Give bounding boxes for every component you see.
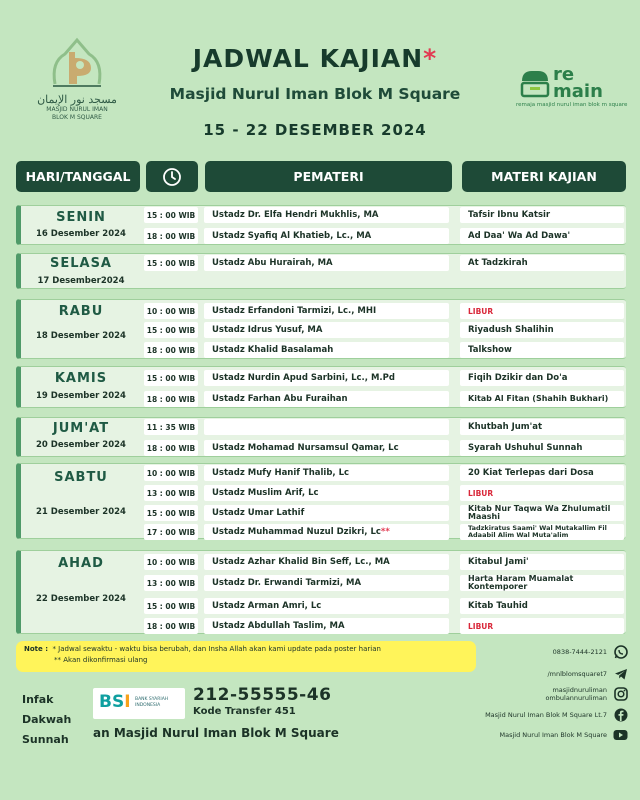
session-row bbox=[16, 322, 626, 340]
session-materi bbox=[460, 524, 624, 540]
session-materi bbox=[460, 228, 624, 244]
day-block bbox=[16, 463, 626, 539]
youtube-icon bbox=[613, 728, 628, 743]
session-time: 17 : 00 WIB bbox=[144, 524, 198, 540]
pemateri-confirm-mark: ** bbox=[380, 527, 390, 537]
day-date: 22 Desember 2024 bbox=[36, 594, 126, 604]
pemateri-name: Ustadz Muslim Arif, Lc bbox=[212, 488, 319, 498]
pemateri-name: Ustadz Dr. Elfa Hendri Mukhlis, MA bbox=[212, 210, 379, 220]
remain-word-main: main bbox=[553, 81, 603, 102]
logo-name-line2: BLOK M SQUARE bbox=[52, 114, 102, 121]
pemateri-name: Ustadz Muhammad Nuzul Dzikri, Lc bbox=[212, 527, 381, 537]
infak-line-3: Sunnah bbox=[22, 733, 69, 746]
session-pemateri bbox=[204, 342, 449, 358]
pemateri-name: Ustadz Abu Hurairah, MA bbox=[212, 258, 333, 268]
day-date: 16 Desember 2024 bbox=[36, 229, 126, 239]
session-pemateri bbox=[204, 391, 449, 407]
pemateri-name: Ustadz Farhan Abu Furaihan bbox=[212, 394, 348, 404]
remain-word-re: re bbox=[553, 64, 575, 85]
session-time: 18 : 00 WIB bbox=[144, 618, 198, 634]
account-number: 212-55555-46 bbox=[193, 685, 332, 705]
infak-line-1: Infak bbox=[22, 693, 54, 706]
session-row bbox=[16, 391, 626, 409]
session-time: 13 : 00 WIB bbox=[144, 485, 198, 501]
session-materi bbox=[460, 554, 624, 570]
session-row bbox=[16, 255, 626, 273]
session-pemateri bbox=[204, 575, 449, 591]
session-materi bbox=[460, 485, 624, 501]
bsi-subtitle: BANK SYARIAH INDONESIA bbox=[135, 697, 169, 708]
day-date: 20 Desember 2024 bbox=[36, 440, 126, 450]
session-pemateri bbox=[204, 228, 449, 244]
session-materi bbox=[460, 391, 624, 407]
materi-title: Kitab Tauhid bbox=[468, 601, 528, 611]
session-time: 18 : 00 WIB bbox=[144, 391, 198, 407]
session-row bbox=[16, 485, 626, 503]
contact-telegram[interactable] bbox=[547, 665, 628, 683]
pemateri-name: Ustadz Arman Amri, Lc bbox=[212, 601, 322, 611]
session-time: 15 : 00 WIB bbox=[144, 505, 198, 521]
session-time: 18 : 00 WIB bbox=[144, 440, 198, 456]
session-pemateri bbox=[204, 370, 449, 386]
pemateri-name: Ustadz Dr. Erwandi Tarmizi, MA bbox=[212, 578, 362, 588]
contact-instagram[interactable] bbox=[545, 683, 628, 705]
session-time: 11 : 35 WIB bbox=[144, 419, 198, 435]
materi-title: Kitabul Jami' bbox=[468, 557, 529, 567]
session-materi bbox=[460, 370, 624, 386]
session-row bbox=[16, 554, 626, 572]
logo-arabic-text: مسجد نور الإيمان bbox=[37, 93, 117, 106]
session-pemateri bbox=[204, 598, 449, 614]
page-title bbox=[150, 44, 480, 73]
column-header-hari: HARI/TANGGAL bbox=[16, 161, 140, 192]
whatsapp-icon bbox=[613, 645, 628, 660]
telegram-icon bbox=[613, 667, 628, 682]
infak-line-2: Dakwah bbox=[22, 713, 72, 726]
session-pemateri bbox=[204, 465, 449, 481]
session-materi bbox=[460, 342, 624, 358]
day-date: 21 Desember 2024 bbox=[36, 507, 126, 517]
materi-title: Tafsir Ibnu Katsir bbox=[468, 210, 551, 220]
materi-title: Khutbah Jum'at bbox=[468, 422, 543, 432]
remain-tagline: remaja masjid nurul iman blok m square bbox=[516, 102, 628, 108]
schedule-note bbox=[16, 641, 476, 672]
materi-title: Harta Haram Muamalat Kontemporer bbox=[468, 575, 574, 591]
session-row bbox=[16, 618, 626, 636]
note-line-1: * Jadwal sewaktu - waktu bisa berubah, dan Insha Allah akan kami update pada poster harian bbox=[52, 645, 381, 653]
date-range: 15 - 22 DESEMBER 2024 bbox=[203, 121, 427, 139]
session-pemateri bbox=[204, 440, 449, 456]
day-date: 19 Desember 2024 bbox=[36, 391, 126, 401]
materi-title: At Tadzkirah bbox=[468, 258, 528, 268]
remain-logo bbox=[516, 66, 626, 112]
whatsapp-number: 0838-7444-2121 bbox=[552, 648, 607, 656]
session-pemateri bbox=[204, 505, 449, 521]
contact-whatsapp[interactable] bbox=[553, 643, 628, 661]
day-name: KAMIS bbox=[54, 371, 108, 386]
session-row bbox=[16, 342, 626, 360]
youtube-channel: Masjid Nurul Iman Blok M Square bbox=[499, 731, 607, 739]
session-materi bbox=[460, 465, 624, 481]
day-name: SENIN bbox=[56, 210, 106, 225]
clock-icon bbox=[162, 167, 182, 187]
day-name: SELASA bbox=[49, 256, 112, 271]
telegram-handle: /mnlblomsquaret7 bbox=[547, 670, 607, 678]
session-materi bbox=[460, 505, 624, 521]
session-time: 10 : 00 WIB bbox=[144, 303, 198, 319]
day-name: SABTU bbox=[54, 470, 108, 485]
session-pemateri bbox=[204, 618, 449, 634]
session-pemateri bbox=[204, 303, 449, 319]
day-date: 18 Desember 2024 bbox=[36, 331, 126, 341]
day-name: AHAD bbox=[58, 556, 104, 571]
pemateri-name: Ustadz Mufy Hanif Thalib, Lc bbox=[212, 468, 350, 478]
contact-youtube[interactable] bbox=[500, 726, 628, 744]
pemateri-name: Ustadz Khalid Basalamah bbox=[212, 345, 334, 355]
materi-title: Tadzkiratus Saami' Wal Mutakallim Fil Adaabil Alim Wal Muta'alim bbox=[468, 524, 607, 539]
bsi-logo bbox=[93, 688, 185, 719]
facebook-page: Masjid Nurul Iman Blok M Square Lt.7 bbox=[485, 711, 607, 719]
materi-title: Fiqih Dzikir dan Do'a bbox=[468, 373, 568, 383]
session-pemateri bbox=[204, 554, 449, 570]
session-time: 18 : 00 WIB bbox=[144, 228, 198, 244]
session-pemateri bbox=[204, 255, 449, 271]
session-row bbox=[16, 370, 626, 388]
session-materi bbox=[460, 255, 624, 271]
session-time: 18 : 00 WIB bbox=[144, 342, 198, 358]
materi-title: Riyadush Shalihin bbox=[468, 325, 554, 335]
session-materi bbox=[460, 322, 624, 338]
libur-label: LIBUR bbox=[468, 488, 494, 498]
session-row bbox=[16, 303, 626, 321]
facebook-icon bbox=[613, 708, 628, 723]
session-row bbox=[16, 598, 626, 616]
session-pemateri bbox=[204, 322, 449, 338]
title-asterisk: * bbox=[423, 44, 438, 73]
day-block bbox=[16, 417, 626, 457]
pemateri-name: Ustadz Umar Lathif bbox=[212, 508, 305, 518]
remain-emblem-icon bbox=[518, 67, 552, 99]
session-row bbox=[16, 228, 626, 246]
contact-facebook[interactable] bbox=[485, 706, 628, 724]
materi-title: Talkshow bbox=[468, 345, 512, 355]
materi-title: 20 Kiat Terlepas dari Dosa bbox=[468, 468, 594, 478]
session-materi bbox=[460, 419, 624, 435]
materi-title: Kitab Al Fitan (Shahih Bukhari) bbox=[468, 394, 609, 403]
mosque-emblem-icon bbox=[47, 34, 107, 92]
session-row bbox=[16, 207, 626, 225]
title-text: JADWAL KAJIAN bbox=[192, 44, 424, 73]
session-materi bbox=[460, 207, 624, 223]
pemateri-name: Ustadz Azhar Khalid Bin Seff, Lc., MA bbox=[212, 557, 390, 567]
day-name: JUM'AT bbox=[52, 421, 110, 436]
instagram-handle-2: ombulannuruliman bbox=[545, 694, 607, 702]
day-name: RABU bbox=[58, 304, 104, 319]
libur-label: LIBUR bbox=[468, 621, 494, 631]
note-label: Note : bbox=[24, 645, 48, 653]
day-block bbox=[16, 366, 626, 408]
masjid-logo bbox=[22, 34, 132, 138]
column-header-materi: MATERI KAJIAN bbox=[462, 161, 626, 192]
instagram-handles bbox=[545, 686, 607, 702]
session-materi bbox=[460, 303, 624, 319]
materi-title: Ad Daa' Wa Ad Dawa' bbox=[468, 231, 571, 241]
session-row bbox=[16, 419, 626, 437]
session-time: 15 : 00 WIB bbox=[144, 598, 198, 614]
session-row bbox=[16, 524, 626, 542]
session-time: 15 : 00 WIB bbox=[144, 255, 198, 271]
session-row bbox=[16, 440, 626, 458]
infak-label bbox=[22, 690, 71, 750]
session-pemateri bbox=[204, 419, 449, 435]
session-row bbox=[16, 505, 626, 523]
pemateri-name: Ustadz Abdullah Taslim, MA bbox=[212, 621, 345, 631]
transfer-code: Kode Transfer 451 bbox=[193, 706, 296, 717]
pemateri-name: Ustadz Idrus Yusuf, MA bbox=[212, 325, 323, 335]
session-time: 15 : 00 WIB bbox=[144, 322, 198, 338]
session-pemateri bbox=[204, 524, 449, 540]
session-pemateri bbox=[204, 485, 449, 501]
session-materi bbox=[460, 440, 624, 456]
pemateri-name: Ustadz Nurdin Apud Sarbini, Lc., M.Pd bbox=[212, 373, 395, 383]
account-name: an Masjid Nurul Iman Blok M Square bbox=[93, 726, 339, 740]
remain-wordmark bbox=[553, 66, 603, 100]
instagram-handle-1: masjidnuruliman bbox=[552, 686, 607, 694]
day-date: 17 Desember2024 bbox=[37, 276, 125, 286]
pemateri-name: Ustadz Mohamad Nursamsul Qamar, Lc bbox=[212, 443, 399, 453]
session-materi bbox=[460, 598, 624, 614]
column-header-waktu bbox=[146, 161, 198, 192]
session-time: 13 : 00 WIB bbox=[144, 575, 198, 591]
day-block bbox=[16, 253, 626, 289]
materi-title: Syarah Ushuhul Sunnah bbox=[468, 443, 583, 453]
session-row bbox=[16, 575, 626, 593]
pemateri-name: Ustadz Syafiq Al Khatieb, Lc., MA bbox=[212, 231, 372, 241]
materi-title: Kitab Nur Taqwa Wa Zhulumatil Maashi bbox=[468, 505, 611, 521]
session-time: 15 : 00 WIB bbox=[144, 207, 198, 223]
page-subtitle: Masjid Nurul Iman Blok M Square bbox=[169, 85, 461, 103]
instagram-icon bbox=[613, 687, 628, 702]
column-header-pemateri: PEMATERI bbox=[205, 161, 452, 192]
session-time: 15 : 00 WIB bbox=[144, 370, 198, 386]
session-pemateri bbox=[204, 207, 449, 223]
note-line-2: ** Akan dikonfirmasi ulang bbox=[54, 656, 148, 664]
libur-label: LIBUR bbox=[468, 306, 494, 316]
logo-name-line1: MASJID NURUL IMAN bbox=[46, 106, 108, 113]
session-materi bbox=[460, 575, 624, 591]
session-row bbox=[16, 465, 626, 483]
day-block bbox=[16, 550, 626, 634]
session-time: 10 : 00 WIB bbox=[144, 554, 198, 570]
pemateri-name: Ustadz Erfandoni Tarmizi, Lc., MHI bbox=[212, 306, 377, 316]
session-time: 10 : 00 WIB bbox=[144, 465, 198, 481]
bsi-mark: BSI bbox=[99, 692, 131, 712]
day-block bbox=[16, 205, 626, 245]
day-block bbox=[16, 299, 626, 359]
session-materi bbox=[460, 618, 624, 634]
